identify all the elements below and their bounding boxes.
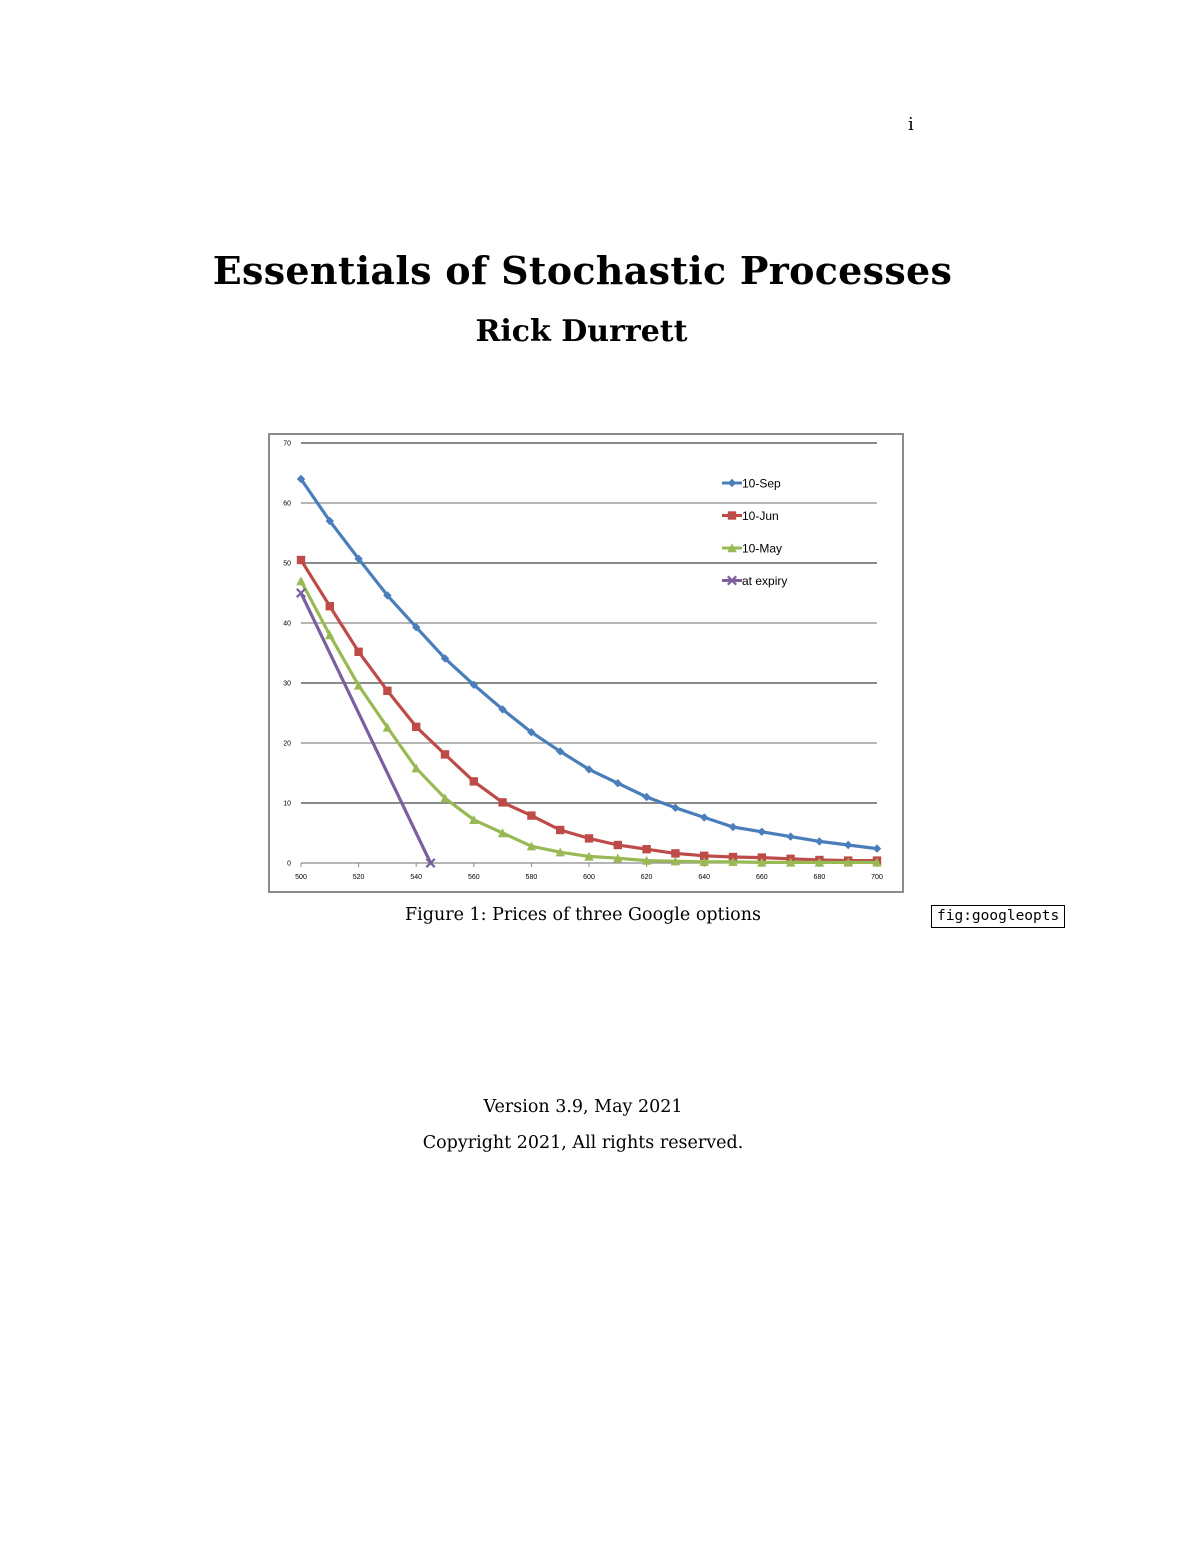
- data-point-10-jun: [614, 841, 622, 849]
- data-point-10-sep: [815, 837, 823, 845]
- legend-label: 10-Sep: [742, 476, 781, 491]
- y-tick-label: 50: [283, 560, 291, 568]
- data-point-10-sep: [873, 844, 881, 852]
- legend-label: 10-May: [742, 541, 783, 556]
- x-tick-label: 560: [467, 874, 480, 881]
- x-tick-label: 640: [698, 874, 711, 881]
- x-tick-label: 660: [755, 874, 768, 881]
- figure-caption: Figure 1: Prices of three Google options: [405, 905, 761, 925]
- data-point-10-jun: [470, 777, 478, 785]
- data-point-10-jun: [527, 811, 535, 819]
- x-tick-label: 620: [640, 874, 653, 881]
- x-tick-label: 580: [525, 874, 538, 881]
- data-point-10-jun: [383, 687, 391, 695]
- y-tick-label: 70: [283, 440, 291, 448]
- x-tick-label: 700: [871, 874, 883, 881]
- legend-label: 10-Jun: [742, 509, 779, 523]
- book-title: Essentials of Stochastic Processes: [212, 248, 953, 293]
- data-point-10-jun: [642, 845, 650, 853]
- legend-marker: [728, 511, 736, 519]
- x-tick-label: 600: [583, 874, 595, 881]
- data-point-10-sep: [844, 841, 852, 849]
- y-tick-label: 60: [283, 500, 291, 508]
- series-line-10-sep: [301, 476, 877, 849]
- data-point-10-sep: [671, 804, 679, 812]
- data-point-10-sep: [758, 828, 766, 836]
- data-point-10-jun: [556, 826, 564, 834]
- y-tick-label: 0: [287, 860, 291, 868]
- x-tick-label: 540: [410, 874, 423, 881]
- data-point-10-jun: [441, 750, 449, 758]
- legend-marker: [728, 479, 736, 487]
- figure-chart-frame: [268, 433, 904, 893]
- data-point-10-may: [296, 576, 305, 585]
- data-point-10-jun: [326, 602, 334, 610]
- figure-label-tag: fig:googleopts: [931, 905, 1065, 928]
- legend-label: at expiry: [742, 574, 788, 588]
- book-author: Rick Durrett: [475, 314, 688, 349]
- y-tick-label: 30: [283, 680, 291, 688]
- x-tick-label: 520: [352, 874, 365, 881]
- data-point-10-jun: [498, 798, 506, 806]
- data-point-10-jun: [297, 556, 305, 564]
- version-line: Version 3.9, May 2021: [483, 1097, 683, 1117]
- y-tick-label: 10: [283, 800, 291, 808]
- data-point-10-jun: [585, 834, 593, 842]
- y-tick-label: 40: [283, 620, 291, 628]
- data-point-10-jun: [412, 723, 420, 731]
- data-point-10-sep: [729, 823, 737, 831]
- data-point-10-jun: [671, 849, 679, 857]
- page-number: i: [908, 114, 914, 135]
- option-prices-chart: [270, 435, 906, 895]
- copyright-line: Copyright 2021, All rights reserved.: [422, 1133, 744, 1153]
- data-point-10-sep: [786, 832, 794, 840]
- data-point-10-sep: [700, 813, 708, 821]
- series-line-10-jun: [301, 560, 877, 861]
- data-point-10-jun: [354, 648, 362, 656]
- series-line-at-expiry: [301, 593, 431, 863]
- y-tick-label: 20: [283, 740, 291, 748]
- x-tick-label: 680: [813, 874, 826, 881]
- x-tick-label: 500: [295, 874, 307, 881]
